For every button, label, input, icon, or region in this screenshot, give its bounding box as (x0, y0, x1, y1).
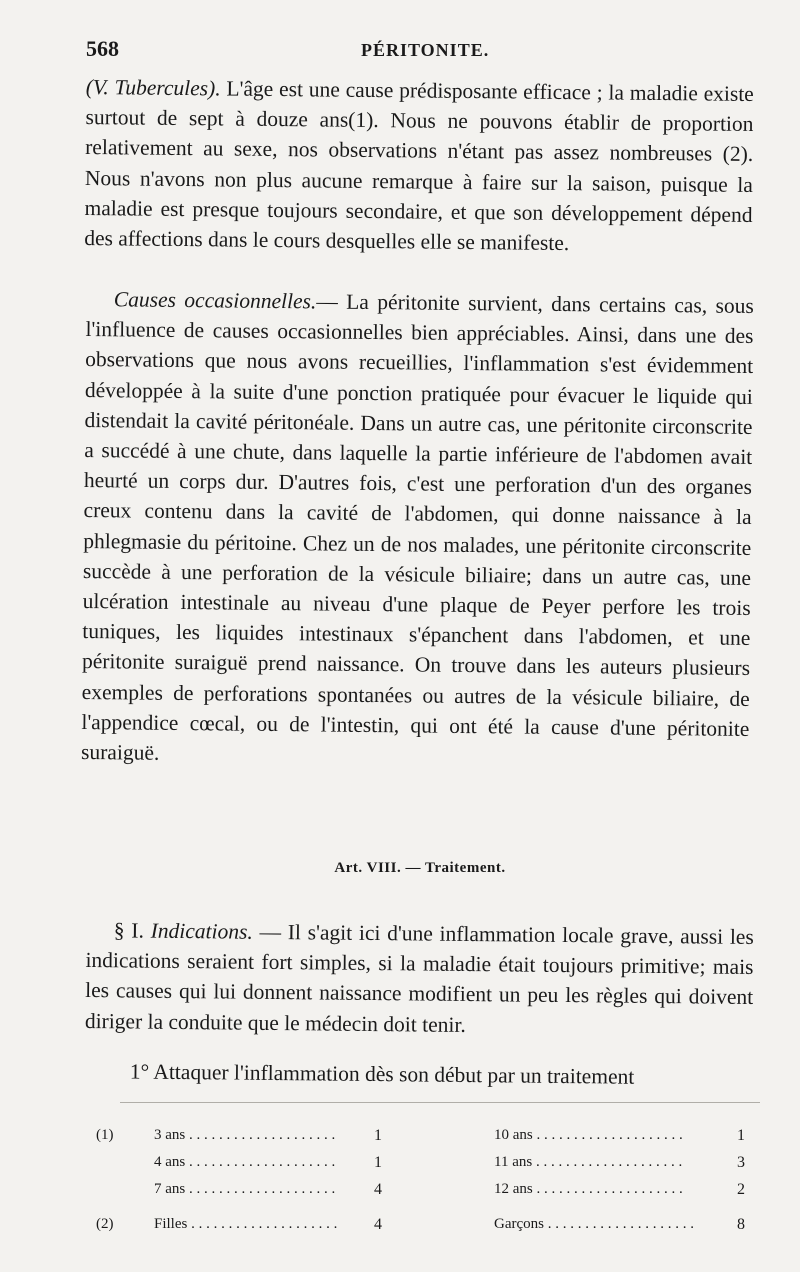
paragraph-age (84, 72, 754, 260)
article-heading: Art. VIII. — Traitement. (334, 860, 506, 876)
footnote-left-label: Filles (154, 1216, 188, 1232)
running-title: PÉRITONITE. (361, 40, 490, 60)
footnote-row (96, 1211, 762, 1238)
footnote-mark: (2) (96, 1216, 114, 1232)
footnote-left-label: 7 ans (154, 1181, 186, 1197)
paragraph-indications-lead: Indications. (150, 918, 253, 944)
footnote-right-value: 2 (737, 1181, 745, 1198)
footnote-row (96, 1176, 762, 1203)
paragraph-first-indication (86, 1056, 754, 1093)
paragraph-indications (85, 915, 754, 1043)
footnote-left-label: 3 ans (154, 1127, 186, 1143)
paragraph-first-indication-text: 1° Attaquer l'inflammation dès son début par un traitement (129, 1059, 635, 1089)
footnotes (96, 1122, 762, 1238)
footnote-left-value: 1 (374, 1154, 382, 1171)
footnote-right-label: 12 ans (494, 1181, 533, 1197)
footnote-right-value: 1 (737, 1127, 745, 1144)
footnote-right-label: 11 ans (494, 1154, 533, 1170)
footnote-right-label: 10 ans (494, 1127, 533, 1143)
footnote-separator (120, 1102, 760, 1103)
footnote-row (96, 1122, 762, 1149)
footnote-right-value: 3 (737, 1154, 745, 1171)
footnote-left-label: 4 ans (154, 1154, 186, 1170)
paragraph-occasional-causes (81, 284, 754, 774)
page-header (86, 36, 750, 66)
footnote-left-value: 4 (374, 1181, 382, 1198)
paragraph-age-text: L'âge est une cause prédisposante efficace ; la maladie existe surtout de sept à douze ans(1). Nous ne pouvons établir de proportion relativement au sexe, nos observations n'étant pas assez nombreuses (2). Nous n'avons non plus aucune remarque à faire sur la saison, puisque la maladie est presque toujours secondaire, et que son développement dépend des affections dans le cours desquelles elle se manifeste. (84, 76, 754, 256)
page-number: 568 (86, 36, 119, 61)
footnote-right-label: Garçons (494, 1216, 544, 1232)
paragraph-occasional-causes-text: — La péritonite survient, dans certains cas, sous l'influence de causes occasionnelles bien appréciables. Ainsi, dans une des observations que nous avons recueillies, l'inflammation s'est évidemment développée à la suite d'une ponction pratiquée pour évacuer le liquide qui distendait la cavité péritonéale. Dans un autre cas, une péritonite circonscrite a succédé à une chute, dans laquelle la partie inférieure de l'abdomen avait heurté un corps dur. D'autres fois, c'est une perforation d'un des organes creux contenu dans la cavité de l'abdomen, qui donne naissance à la phlegmasie du péritoine. Chez un de nos malades, une péritonite circonscrite succède à une perforation de la vésicule biliaire; dans un autre cas, une ulcération intestinale au niveau d'une plaque de Peyer perfore les trois tuniques, les liquides intestinaux s'épanchent dans l'abdomen, et une péritonite suraiguë prend naissance. On trouve dans les auteurs plusieurs exemples de perforations spontanées ou autres de la vésicule biliaire, de l'appendice cœcal, ou de l'intestin, qui ont été la cause d'une péritonite suraiguë. (80, 289, 754, 765)
footnote-right-value: 8 (737, 1216, 745, 1233)
paragraph-indications-prefix: § I. (113, 918, 151, 943)
footnote-mark: (1) (96, 1127, 114, 1143)
paragraph-age-lead: (V. Tubercules). (85, 74, 221, 101)
footnote-left-value: 4 (374, 1216, 382, 1233)
paragraph-occasional-causes-lead: Causes occasionnelles. (113, 287, 317, 314)
footnote-row (96, 1149, 762, 1176)
paragraph-indications-text: — Il s'agit ici d'une inflammation locale grave, aussi les indications seraient fort simples, si la maladie était toujours primitive; mais les causes qui lui donnent naissance modifient un peu les règles qui doivent diriger la conduite que le médecin doit tenir. (84, 919, 754, 1037)
footnote-left-value: 1 (374, 1127, 382, 1144)
